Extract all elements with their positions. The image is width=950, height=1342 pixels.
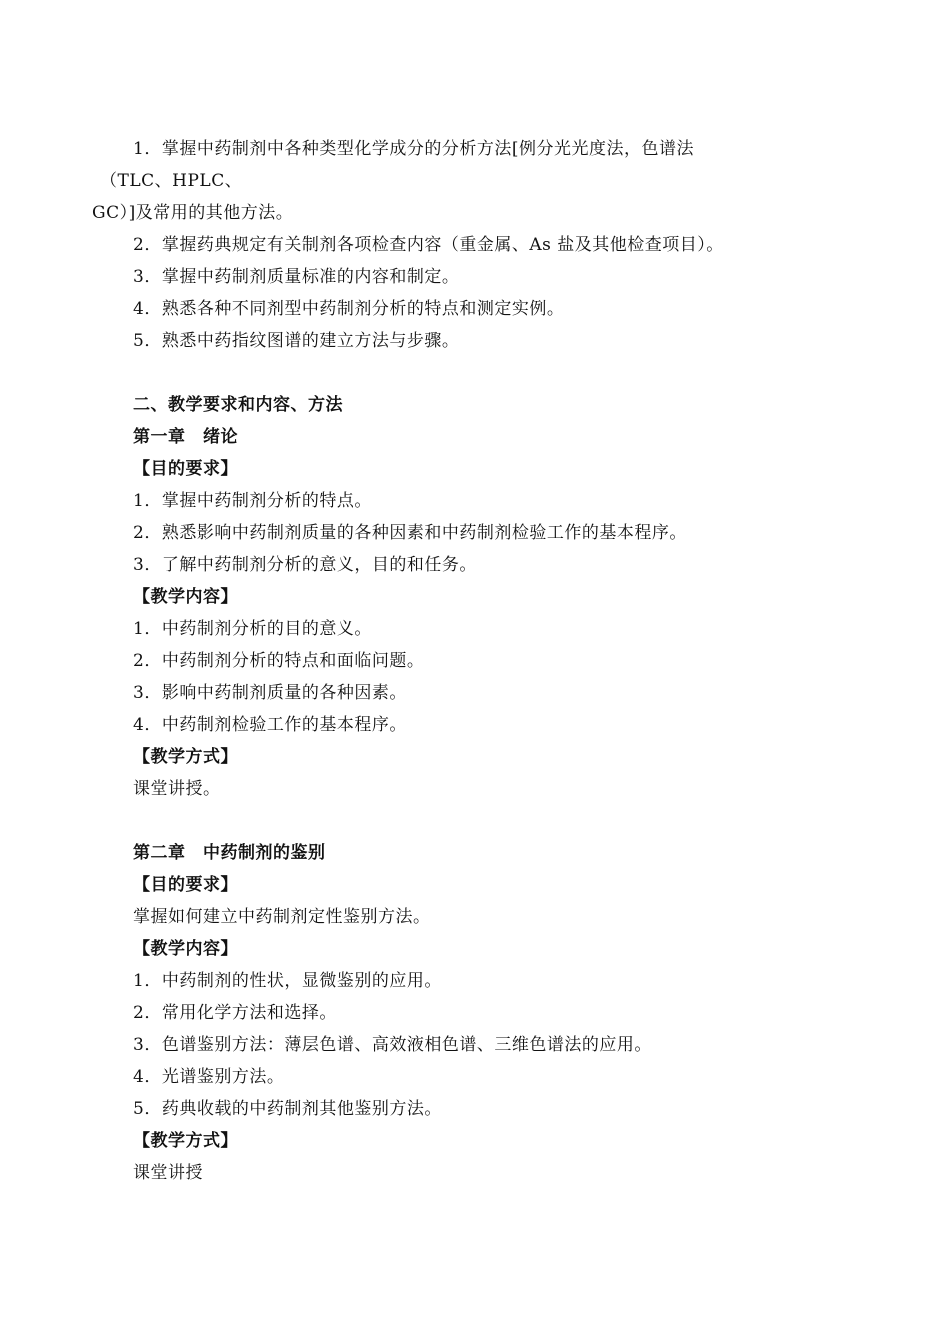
- chapter1-method: 课堂讲授。: [133, 779, 221, 799]
- chapter2-content-heading: 【教学内容】: [133, 939, 238, 959]
- chapter1-content-2: 2．中药制剂分析的特点和面临问题。: [133, 651, 425, 671]
- chapter1-goal-1: 1．掌握中药制剂分析的特点。: [133, 491, 372, 511]
- chapter1-goals-heading: 【目的要求】: [133, 459, 238, 479]
- chapter2-method: 课堂讲授: [133, 1163, 203, 1183]
- intro-item-3: 3．掌握中药制剂质量标准的内容和制定。: [133, 267, 460, 287]
- chapter1-title: 第一章 绪论: [133, 427, 238, 447]
- chapter1-method-heading: 【教学方式】: [133, 747, 238, 767]
- chapter1-content-heading: 【教学内容】: [133, 587, 238, 607]
- chapter1-content-4: 4．中药制剂检验工作的基本程序。: [133, 715, 407, 735]
- chapter1-goal-3: 3．了解中药制剂分析的意义，目的和任务。: [133, 555, 477, 575]
- section-title: 二、教学要求和内容、方法: [133, 395, 343, 415]
- intro-item-1: 1．掌握中药制剂中各种类型化学成分的分析方法[例分光光度法，色谱法: [133, 139, 694, 159]
- intro-item-1-continuation: （TLC、HPLC、: [100, 171, 243, 191]
- chapter1-content-3: 3．影响中药制剂质量的各种因素。: [133, 683, 407, 703]
- intro-item-2: 2．掌握药典规定有关制剂各项检查内容（重金属、As 盐及其他检查项目）。: [133, 235, 724, 255]
- chapter2-title: 第二章 中药制剂的鉴别: [133, 843, 326, 863]
- chapter2-method-heading: 【教学方式】: [133, 1131, 238, 1151]
- chapter2-goals-heading: 【目的要求】: [133, 875, 238, 895]
- chapter2-content-3: 3．色谱鉴别方法：薄层色谱、高效液相色谱、三维色谱法的应用。: [133, 1035, 652, 1055]
- intro-item-5: 5．熟悉中药指纹图谱的建立方法与步骤。: [133, 331, 460, 351]
- intro-item-4: 4．熟悉各种不同剂型中药制剂分析的特点和测定实例。: [133, 299, 565, 319]
- chapter1-goal-2: 2．熟悉影响中药制剂质量的各种因素和中药制剂检验工作的基本程序。: [133, 523, 687, 543]
- chapter2-content-1: 1．中药制剂的性状，显微鉴别的应用。: [133, 971, 442, 991]
- chapter2-content-2: 2．常用化学方法和选择。: [133, 1003, 337, 1023]
- chapter1-content-1: 1．中药制剂分析的目的意义。: [133, 619, 372, 639]
- chapter2-content-5: 5．药典收载的中药制剂其他鉴别方法。: [133, 1099, 442, 1119]
- chapter2-content-4: 4．光谱鉴别方法。: [133, 1067, 285, 1087]
- chapter2-goals: 掌握如何建立中药制剂定性鉴别方法。: [133, 907, 431, 927]
- intro-item-1-continuation-2: GC）]及常用的其他方法。: [92, 203, 294, 223]
